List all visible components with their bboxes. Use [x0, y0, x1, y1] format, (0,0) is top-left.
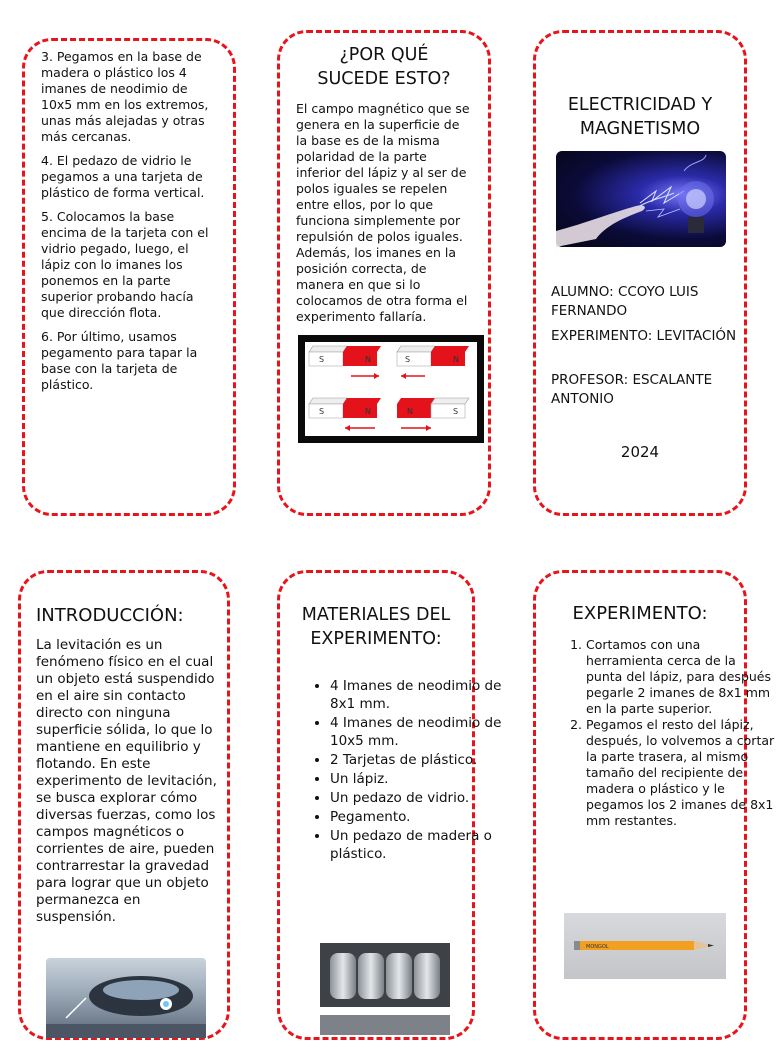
- pole-s-label-2: S: [405, 355, 411, 364]
- material-item: • Un pedazo de madera o plástico.: [330, 827, 505, 863]
- pole-n-label-1: N: [365, 355, 371, 364]
- materials-list: [292, 677, 505, 864]
- vehicle-illustration: [46, 958, 206, 1038]
- step-4: 4. El pedazo de vidrio le pegamos a una tarjeta de plástico de forma vertical.: [41, 153, 205, 200]
- magnets-photo-illustration: [320, 943, 450, 1007]
- cover-title-line2: MAGNETISMO: [579, 119, 701, 139]
- pole-s-label-4: S: [453, 407, 459, 416]
- step-6: 6. Por último, usamos pegamento para tapar la base con la tarjeta de plástico.: [41, 329, 198, 392]
- magnet-top-right: [397, 346, 469, 366]
- experiment-step-1: 1. Cortamos con una herramienta cerca de la punta del lápiz, para después pegarle 2 imanes de 8x1 mm en la parte superior.: [586, 637, 776, 717]
- teacher-name: PROFESOR: ESCALANTE ANTONIO: [551, 372, 713, 407]
- magnets-photo-second: [320, 1015, 450, 1035]
- material-item: • 2 Tarjetas de plástico.: [330, 751, 505, 769]
- step-3: 3. Pegamos en la base de madera o plástico los 4 imanes de neodimio de 10x5 mm en los extremos, unas más alejadas y otras más cercanas.: [41, 49, 209, 144]
- pencil-brand-label: MONGOL: [586, 944, 609, 950]
- pole-n-label-4: N: [407, 407, 413, 416]
- neodymium-magnets-photo: [320, 943, 450, 1007]
- materials-title-line2: EXPERIMENTO:: [310, 629, 442, 649]
- hand-lightbulb-illustration: [556, 151, 726, 247]
- student-name: ALUMNO: CCOYO LUIS FERNANDO: [551, 284, 699, 319]
- material-item: • Pegamento.: [330, 808, 505, 826]
- materials-title-line1: MATERIALES DEL: [301, 605, 451, 625]
- why-title-line2: SUCEDE ESTO?: [317, 69, 451, 89]
- why-panel: [277, 30, 491, 516]
- pole-n-label-2: N: [453, 355, 459, 364]
- intro-title: INTRODUCCIÓN:: [36, 605, 184, 626]
- why-title: [280, 43, 488, 91]
- materials-panel: [277, 570, 502, 1040]
- pole-s-label-1: S: [319, 355, 325, 364]
- magnet-bottom-left: [309, 398, 381, 418]
- cover-title: [536, 93, 744, 141]
- material-item: • 4 Imanes de neodimio de 10x5 mm.: [330, 714, 505, 750]
- pencil-illustration: [564, 913, 726, 979]
- pencil-photo: [564, 913, 726, 979]
- magnet-top-left: [309, 346, 381, 366]
- material-item: • Un lápiz.: [330, 770, 505, 788]
- experiment-step-2: 2. Pegamos el resto del lápiz, después, lo volvemos a cortar la parte trasera, al mismo tamaño del recipiente de madera o plástico y le pegamos los 2 imanes de 8x1 mm restantes.: [586, 717, 776, 829]
- cover-panel: [533, 30, 747, 516]
- year: 2024: [620, 443, 660, 461]
- pole-n-label-3: N: [365, 407, 371, 416]
- why-text: El campo magnético que se genera en la superficie de la base es de la misma polaridad de la parte inferior del lápiz y al ser de polos iguales se repelen entre ellos, por lo que funciona simplemente por repulsión de polos iguales. Además, los imanes en la posición correcta, de manera en que si lo colocamos de otra forma el experimento fallaría.: [296, 101, 470, 324]
- step-5: 5. Colocamos la base encima de la tarjeta con el vidrio pegado, luego, el lápiz con lo imanes los ponemos en la parte superior probando hacía que dirección flota.: [41, 209, 209, 320]
- levitating-vehicle-image: [46, 958, 206, 1038]
- intro-panel: [18, 570, 230, 1040]
- why-title-line1: ¿POR QUÉ: [339, 45, 429, 65]
- steps-panel: [22, 38, 236, 516]
- experiment-steps: [546, 637, 776, 829]
- experiment-title: EXPERIMENTO:: [572, 603, 708, 624]
- intro-text: La levitación es un fenómeno físico en el cual un objeto está suspendido en el aire sin contacto directo con ninguna superficie sólida, lo que lo mantiene en equilibrio y flotando. En este experimento de levitación, se busca explorar cómo diversas fuerzas, como los campos magnéticos o corrientes de aire, pueden contrarrestar la gravedad para lograr que un objeto permanezca en suspensión.: [36, 637, 217, 925]
- experiment-name: EXPERIMENTO: LEVITACIÓN: [551, 328, 737, 344]
- cover-title-line1: ELECTRICIDAD Y: [567, 95, 713, 115]
- hand-lightbulb-image: [556, 151, 726, 247]
- experiment-panel: [533, 570, 775, 1040]
- magnet-poles-diagram: [298, 335, 484, 443]
- magnet-bottom-right: [397, 398, 469, 418]
- pole-s-label-3: S: [319, 407, 325, 416]
- steps-list: [41, 49, 221, 401]
- material-item: • Un pedazo de vidrio.: [330, 789, 505, 807]
- materials-title: [280, 603, 472, 651]
- material-item: • 4 Imanes de neodimio de 8x1 mm.: [330, 677, 505, 713]
- magnet-poles-illustration: [305, 342, 477, 436]
